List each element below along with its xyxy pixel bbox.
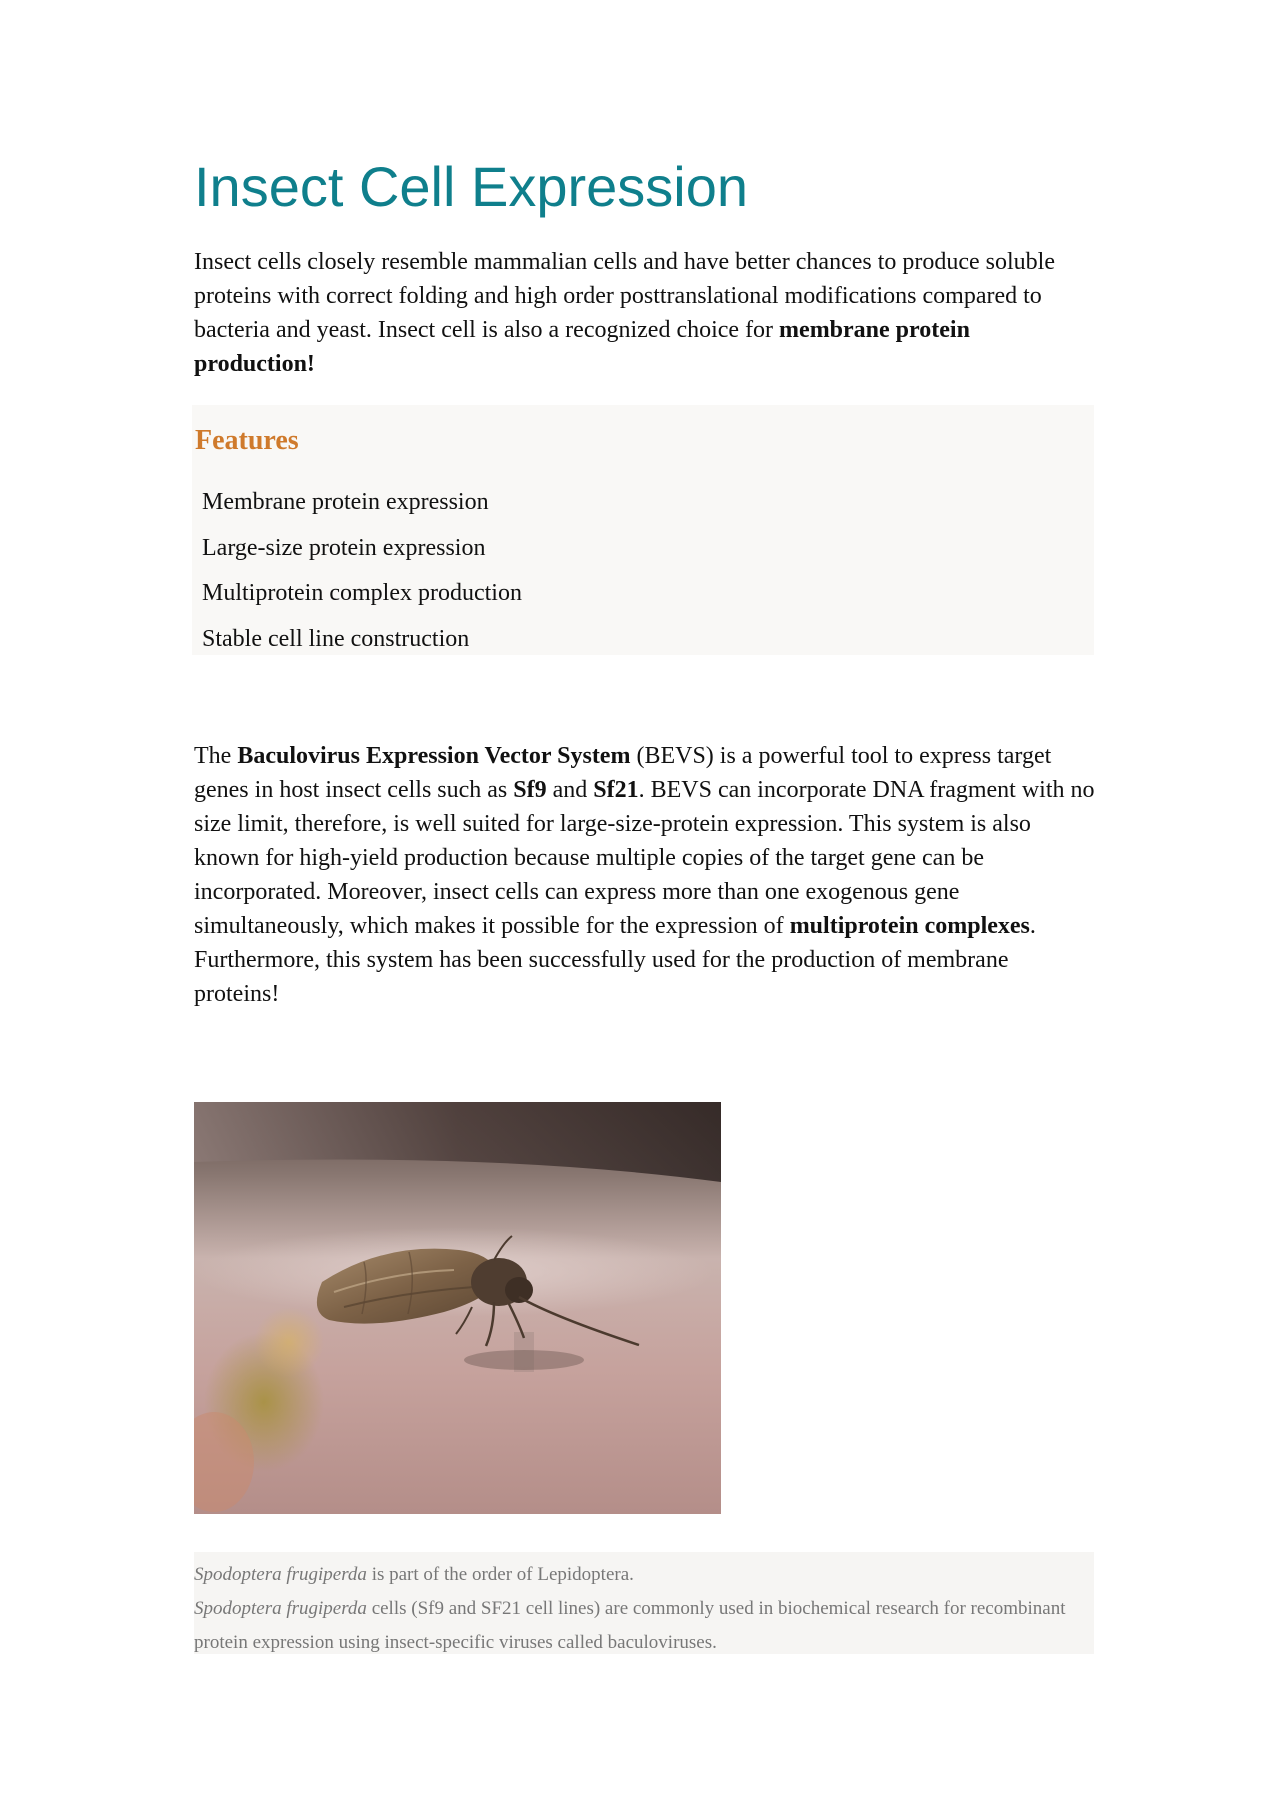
feature-item: Large-size protein expression bbox=[202, 534, 486, 561]
bevs-paragraph bbox=[194, 739, 1099, 1011]
page-title: Insect Cell Expression bbox=[194, 155, 749, 218]
bevs-text: . Furthermore, this system has been successfully used for the production of membrane proteins! bbox=[194, 913, 1036, 1007]
moth-photo bbox=[194, 1102, 721, 1514]
caption-text: cells (Sf9 and SF21 cell lines) are commonly used in biochemical research for recombinant protein expression using insect-specific viruses called baculoviruses. bbox=[194, 1598, 1066, 1653]
caption-text: is part of the order of Lepidoptera. bbox=[366, 1564, 634, 1585]
intro-paragraph bbox=[194, 245, 1094, 381]
feature-item: Multiprotein complex production bbox=[202, 580, 522, 606]
bevs-text: and bbox=[546, 777, 594, 803]
photo-caption bbox=[194, 1558, 1094, 1660]
feature-item: Stable cell line construction bbox=[202, 625, 470, 652]
bevs-text: The bbox=[194, 743, 238, 769]
features-heading: Features bbox=[195, 425, 299, 456]
species-name: Spodoptera frugiperda bbox=[194, 1598, 367, 1619]
caption-box bbox=[194, 1552, 1094, 1654]
bevs-bold-term: Baculovirus Expression Vector System bbox=[237, 743, 631, 769]
intro-text: Insect cells closely resemble mammalian cells and have better chances to produce soluble proteins with correct folding and high order posttranslational modifications compared to bacteria and yeast. Insect cell is also a recognized choice for bbox=[194, 249, 1055, 343]
bevs-text: . BEVS can incorporate DNA fragment with no size limit, therefore, is well suited for large-size-protein expression. This system is also known for high-yield production because multiple copies of the target gene can be incorporated. Moreover, insect cells can express more than one exogenous gene simultaneously, which makes it possible for the expression of bbox=[194, 777, 1095, 939]
feature-item: Membrane protein expression bbox=[202, 489, 489, 515]
intro-bold-text: membrane protein production! bbox=[194, 317, 970, 377]
bevs-bold-term: Sf21 bbox=[593, 777, 639, 803]
bevs-text: (BEVS) is a powerful tool to express target genes in host insect cells such as bbox=[194, 743, 1052, 803]
bevs-bold-term: Sf9 bbox=[513, 777, 547, 803]
moth-illustration bbox=[194, 1102, 721, 1514]
features-box bbox=[192, 405, 1094, 655]
bevs-bold-term: multiprotein complexes bbox=[789, 913, 1030, 939]
features-list bbox=[202, 485, 522, 667]
species-name: Spodoptera frugiperda bbox=[194, 1564, 367, 1585]
